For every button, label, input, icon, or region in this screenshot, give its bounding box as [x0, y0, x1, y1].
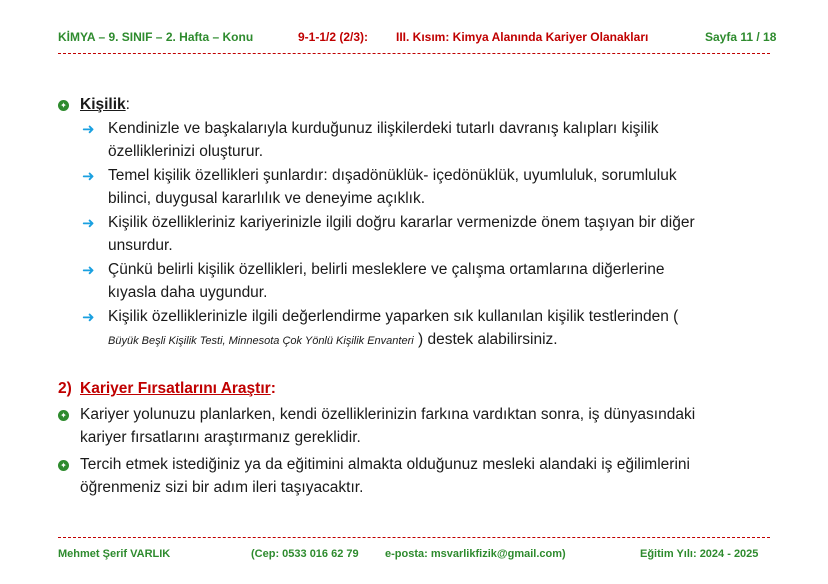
- page-header: [58, 30, 777, 48]
- header-topic: III. Kısım: Kimya Alanında Kariyer Olanakları: [396, 30, 649, 44]
- list-item-line: unsurdur.: [108, 237, 173, 254]
- star-bullet-icon: ✦: [58, 100, 69, 111]
- arrow-right-icon: ➜: [82, 262, 95, 279]
- header-subject: KİMYA – 9. SINIF – 2. Hafta – Konu: [58, 30, 254, 44]
- footer-email: e-posta: msvarlikfizik@gmail.com): [385, 548, 566, 560]
- arrow-right-icon: ➜: [82, 168, 95, 185]
- section-number: 2): [58, 380, 72, 397]
- footer-author: Mehmet Şerif VARLIK: [58, 548, 171, 560]
- header-divider: [58, 53, 770, 54]
- list-item-line: Tercih etmek istediğiniz ya da eğitimini almakta olduğunuz mesleki alandaki iş eğilimlerini: [80, 456, 690, 473]
- star-bullet-icon: ✦: [58, 410, 69, 421]
- list-item-line: kıyasla daha uygundur.: [108, 284, 268, 301]
- section-heading-kisilik: Kişilik:: [80, 96, 130, 113]
- arrow-right-icon: ➜: [82, 121, 95, 138]
- footer-phone: (Cep: 0533 016 62 79: [251, 548, 359, 560]
- list-item-line: öğrenmeniz sizi bir adım ileri taşıyacaktır.: [80, 479, 364, 496]
- list-item-line: Kariyer yolunuzu planlarken, kendi özelliklerinizin farkına vardıktan sonra, iş dünyasındaki: [80, 406, 696, 423]
- list-item-line: Kişilik özelliklerinizle ilgili değerlendirme yaparken sık kullanılan kişilik testlerinden (: [108, 308, 679, 325]
- list-item-line: Kendinizle ve başkalarıyla kurduğunuz ilişkilerdeki tutarlı davranış kalıpları kişilik: [108, 120, 659, 137]
- footer-year: Eğitim Yılı: 2024 - 2025: [640, 548, 759, 560]
- star-bullet-icon: ✦: [58, 460, 69, 471]
- list-item-line: bilinci, duygusal kararlılık ve deneyime açıklık.: [108, 190, 426, 207]
- list-item-line: Çünkü belirli kişilik özellikleri, belirli mesleklere ve çalışma ortamlarına diğerlerine: [108, 261, 665, 278]
- section-heading-kariyer: Kariyer Fırsatlarını Araştır:: [80, 380, 276, 397]
- arrow-right-icon: ➜: [82, 309, 95, 326]
- page-footer: [58, 548, 770, 564]
- list-item-line: özelliklerinizi oluşturur.: [108, 143, 264, 160]
- list-item-line: Temel kişilik özellikleri şunlardır: dışadönüklük- içedönüklük, uyumluluk, sorumluluk: [108, 167, 677, 184]
- header-page: Sayfa 11 / 18: [705, 30, 777, 44]
- list-item-line: Kişilik özellikleriniz kariyerinizle ilgili doğru kararlar vermenizde önem taşıyan bir diğer: [108, 214, 695, 231]
- list-item-line: Büyük Beşli Kişilik Testi, Minnesota Çok Yönlü Kişilik Envanteri ) destek alabilirsiniz.: [108, 331, 558, 348]
- arrow-right-icon: ➜: [82, 215, 95, 232]
- list-item-line: kariyer fırsatlarını araştırmanız gereklidir.: [80, 429, 361, 446]
- footer-divider: [58, 537, 770, 538]
- test-names: Büyük Beşli Kişilik Testi, Minnesota Çok Yönlü Kişilik Envanteri: [108, 335, 414, 347]
- header-code: 9-1-1/2 (2/3):: [298, 30, 369, 44]
